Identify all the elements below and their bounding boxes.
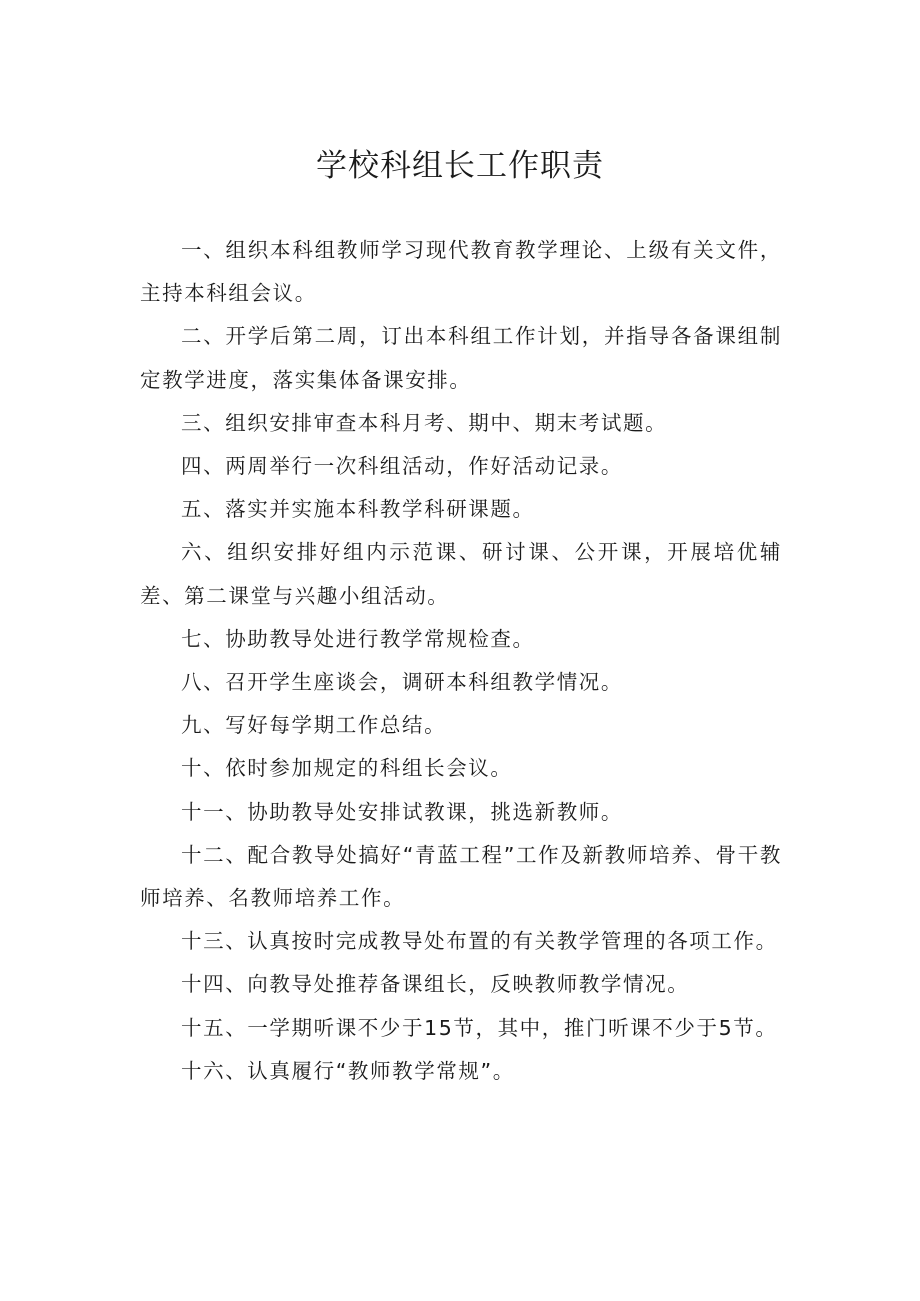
clause-14: 十四、向教导处推荐备课组长，反映教师教学情况。 [181, 972, 690, 997]
clause-8: 八、召开学生座谈会，调研本科组教学情况。 [181, 670, 623, 695]
clause-1: 一、组织本科组教师学习现代教育教学理论、上级有关文件，主持本科组会议。 [140, 238, 782, 306]
clause-3: 三、组织安排审查本科月考、期中、期末考试题。 [181, 410, 668, 435]
clause-12: 十二、配合教导处搞好“青蓝工程”工作及新教师培养、骨干教师培养、名教师培养工作。 [140, 842, 782, 911]
clause-13: 十三、认真按时完成教导处布置的有关教学管理的各项工作。 [181, 929, 778, 954]
clause-2: 二、开学后第二周，订出本科组工作计划，并指导各备课组制定教学进度，落实集体备课安排。 [140, 324, 782, 392]
clause-11: 十一、协助教导处安排试教课，挑选新教师。 [181, 799, 623, 824]
clause-4: 四、两周举行一次科组活动，作好活动记录。 [181, 454, 623, 479]
clause-9: 九、写好每学期工作总结。 [181, 713, 447, 738]
clause-5: 五、落实并实施本科教学科研课题。 [181, 497, 535, 522]
clause-7: 七、协助教导处进行教学常规检查。 [181, 626, 535, 651]
document-body [140, 229, 782, 1093]
clause-16: 十六、认真履行“教师教学常规”。 [181, 1058, 515, 1083]
clause-15: 十五、一学期听课不少于15节，其中，推门听课不少于5节。 [181, 1015, 778, 1040]
clause-6: 六、组织安排好组内示范课、研讨课、公开课，开展培优辅差、第二课堂与兴趣小组活动。 [140, 540, 782, 608]
clause-10: 十、依时参加规定的科组长会议。 [181, 756, 513, 781]
document-title: 学校科组长工作职责 [316, 148, 604, 184]
